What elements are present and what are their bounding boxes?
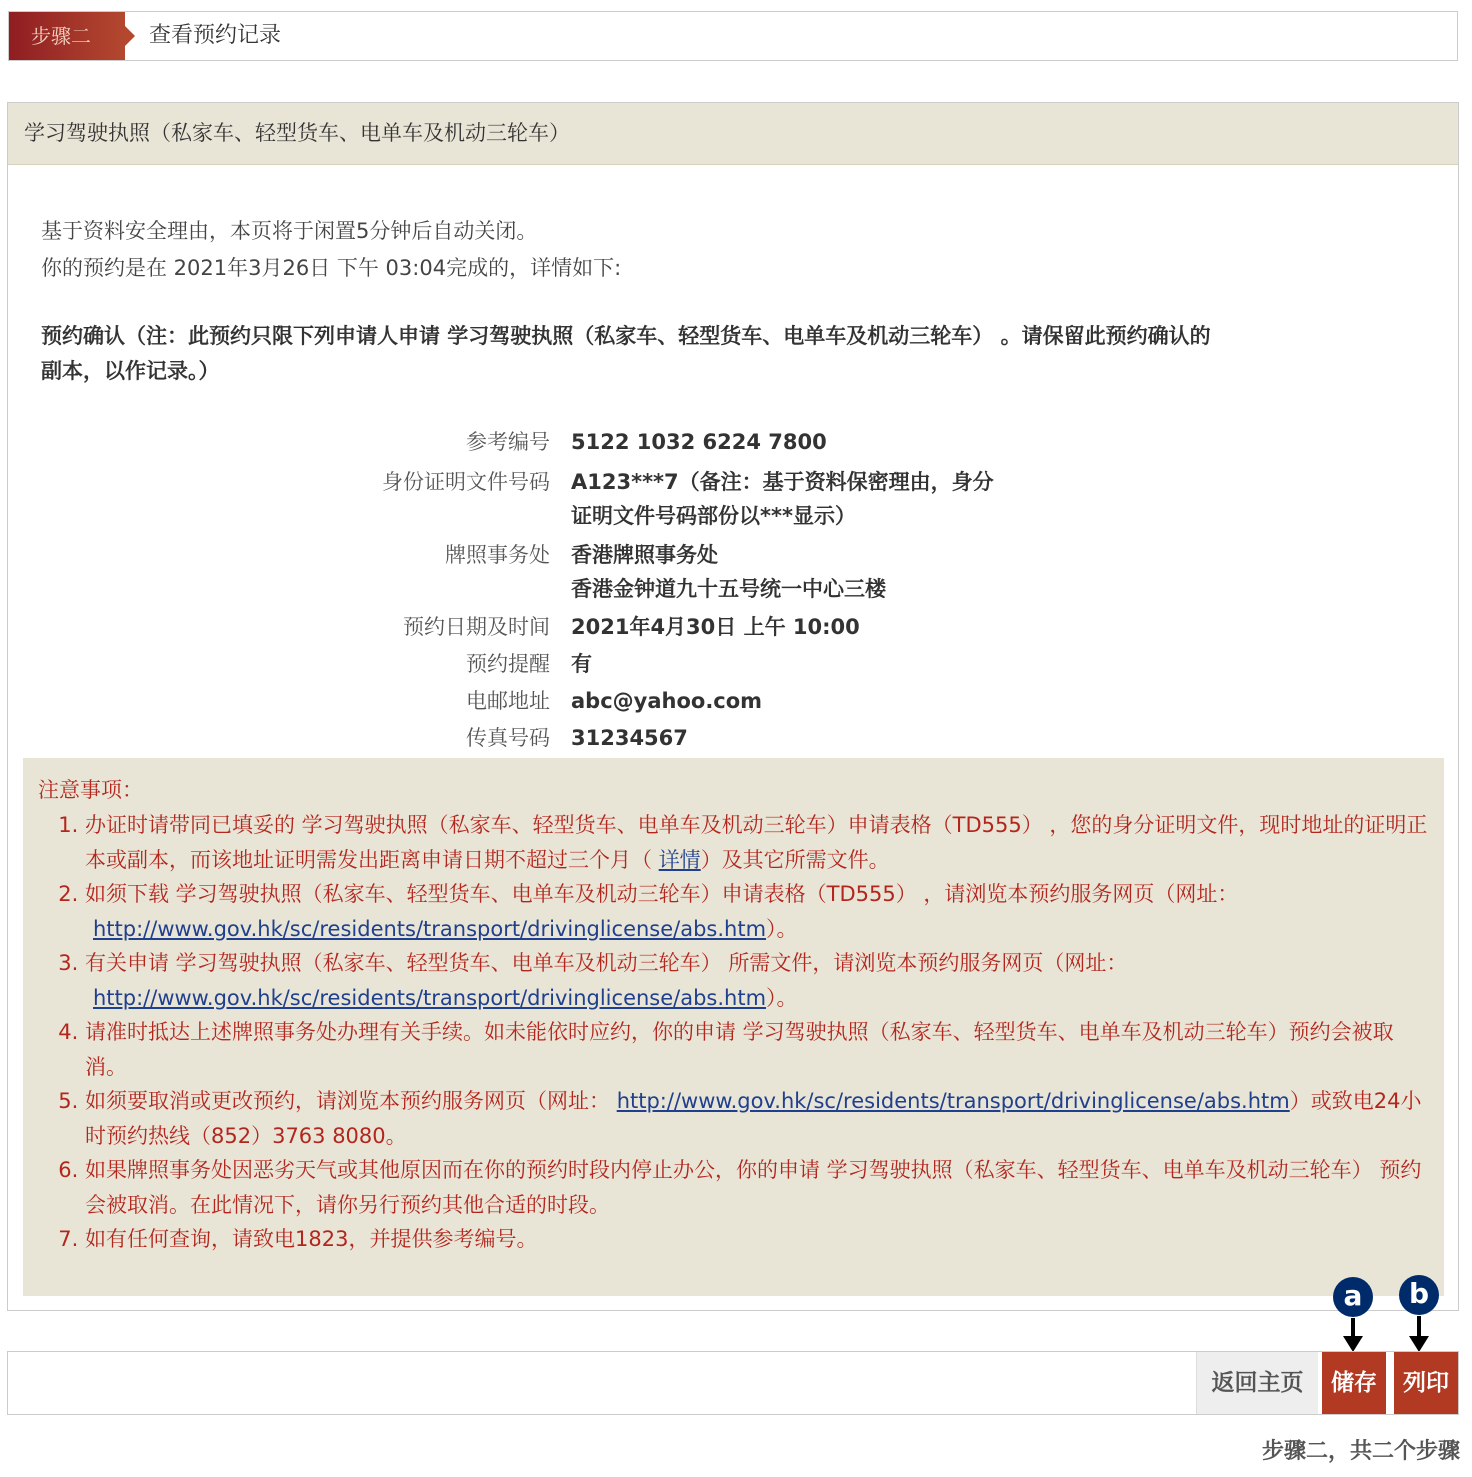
id-value bbox=[571, 465, 994, 533]
id-value-line1: A123***7（备注：基于资料保密理由，身分 bbox=[571, 470, 994, 494]
marker-a: a bbox=[1333, 1277, 1373, 1317]
note-item-5 bbox=[85, 1084, 1428, 1153]
note-3-text: 有关申请 学习驾驶执照（私家车、轻型货车、电单车及机动三轮车） 所需文件，请浏览本预约服务网页（网址： bbox=[85, 951, 1128, 975]
step-indicator bbox=[1262, 1434, 1460, 1465]
id-value-line2: 证明文件号码部份以***显示） bbox=[571, 504, 856, 528]
note-item-1 bbox=[85, 808, 1428, 877]
notes-title: 注意事项： bbox=[38, 778, 143, 802]
step-indicator-total: ，共二个步骤 bbox=[1327, 1439, 1460, 1464]
note-5-tail: ）或致电24小时预约热线（852）3763 8080。 bbox=[85, 1089, 1422, 1148]
arrow-a-head bbox=[1343, 1336, 1363, 1352]
id-label: 身份证明文件号码 bbox=[382, 470, 550, 494]
step-badge: 步骤二 bbox=[9, 12, 125, 60]
email-value: abc@yahoo.com bbox=[571, 689, 763, 713]
intro-line-completed: 你的预约是在 2021年3月26日 下午 03:04完成的，详情如下: bbox=[41, 256, 622, 280]
note-2-tail: ）。 bbox=[766, 916, 798, 941]
reference-value: 5122 1032 6224 7800 bbox=[571, 430, 827, 454]
note-1-text: 办证时请带同已填妥的 学习驾驶执照（私家车、轻型货车、电单车及机动三轮车）申请表格（TD555） ，您的身分证明文件，现时地址的证明正本或副本，而该地址证明需发出距离申请日期不超过三个月（ bbox=[85, 813, 1428, 872]
office-value bbox=[571, 538, 886, 606]
service-page-link[interactable]: http://www.gov.hk/sc/residents/transport/drivinglicense/abs.htm bbox=[616, 1089, 1290, 1113]
note-2-link-line bbox=[85, 912, 1428, 947]
note-2-text: 如须下载 学习驾驶执照（私家车、轻型货车、电单车及机动三轮车）申请表格（TD555） ，请浏览本预约服务网页（网址： bbox=[85, 882, 1239, 906]
notes-box bbox=[23, 758, 1444, 1296]
print-button[interactable]: 列印 bbox=[1394, 1352, 1458, 1414]
note-item-6: 6. 如果牌照事务处因恶劣天气或其他原因而在你的预约时段内停止办公，你的申请 学习驾驶执照（私家车、轻型货车、电单车及机动三轮车） 预约会被取消。在此情况下，请你另行预约其他合适的时段。 bbox=[85, 1153, 1428, 1222]
note-5-text: 如须要取消或更改预约，请浏览本预约服务网页（网址： bbox=[85, 1089, 617, 1113]
intro-text bbox=[41, 213, 621, 287]
action-bar bbox=[7, 1351, 1459, 1415]
step-indicator-current: 步骤二 bbox=[1261, 1439, 1328, 1464]
service-page-link[interactable]: http://www.gov.hk/sc/residents/transport/drivinglicense/abs.htm bbox=[93, 916, 767, 941]
confirmation-note bbox=[41, 319, 1431, 389]
reminder-label: 预约提醒 bbox=[466, 652, 550, 676]
datetime-label: 预约日期及时间 bbox=[403, 615, 550, 639]
appointment-record-panel bbox=[7, 102, 1459, 1311]
note-item-2 bbox=[85, 877, 1428, 946]
save-button[interactable]: 储存 bbox=[1322, 1352, 1386, 1414]
office-name: 香港牌照事务处 bbox=[571, 543, 718, 567]
note-item-7: 7. 如有任何查询，请致电1823，并提供参考编号。 bbox=[85, 1222, 1428, 1257]
datetime-value: 2021年4月30日 上午 10:00 bbox=[571, 615, 860, 639]
details-link[interactable]: 详情 bbox=[658, 847, 701, 872]
confirmation-line-1: 预约确认（注：此预约只限下列申请人申请 学习驾驶执照（私家车、轻型货车、电单车及机动三轮车） 。请保留此预约确认的 bbox=[41, 324, 1211, 348]
notes-list bbox=[38, 808, 1428, 1257]
email-label: 电邮地址 bbox=[466, 689, 550, 713]
panel-heading: 学习驾驶执照（私家车、轻型货车、电单车及机动三轮车） bbox=[8, 103, 1458, 165]
arrow-b-line bbox=[1417, 1316, 1421, 1338]
marker-b: b bbox=[1399, 1275, 1439, 1315]
note-item-4: 4. 请准时抵达上述牌照事务处办理有关手续。如未能依时应约，你的申请 学习驾驶执照（私家车、轻型货车、电单车及机动三轮车）预约会被取消。 bbox=[85, 1015, 1428, 1084]
fax-label: 传真号码 bbox=[466, 726, 550, 750]
arrow-b-head bbox=[1409, 1336, 1429, 1352]
note-3-tail: ）。 bbox=[766, 985, 798, 1010]
service-page-link[interactable]: http://www.gov.hk/sc/residents/transport/drivinglicense/abs.htm bbox=[93, 985, 767, 1010]
reference-label: 参考编号 bbox=[466, 430, 550, 454]
note-1-tail: ）及其它所需文件。 bbox=[700, 847, 890, 872]
confirmation-line-2: 副本，以作记录。） bbox=[41, 359, 220, 383]
office-address: 香港金钟道九十五号统一中心三楼 bbox=[571, 577, 886, 601]
fax-value: 31234567 bbox=[571, 726, 688, 750]
step-title: 查看预约记录 bbox=[149, 23, 282, 48]
arrow-a-line bbox=[1351, 1318, 1355, 1338]
intro-line-timeout: 基于资料安全理由，本页将于闲置5分钟后自动关闭。 bbox=[41, 219, 538, 243]
reminder-value: 有 bbox=[571, 652, 592, 676]
note-item-3 bbox=[85, 946, 1428, 1015]
return-home-button[interactable]: 返回主页 bbox=[1196, 1352, 1318, 1414]
note-3-link-line bbox=[85, 981, 1428, 1016]
office-label: 牌照事务处 bbox=[445, 543, 550, 567]
step-header bbox=[8, 11, 1458, 61]
